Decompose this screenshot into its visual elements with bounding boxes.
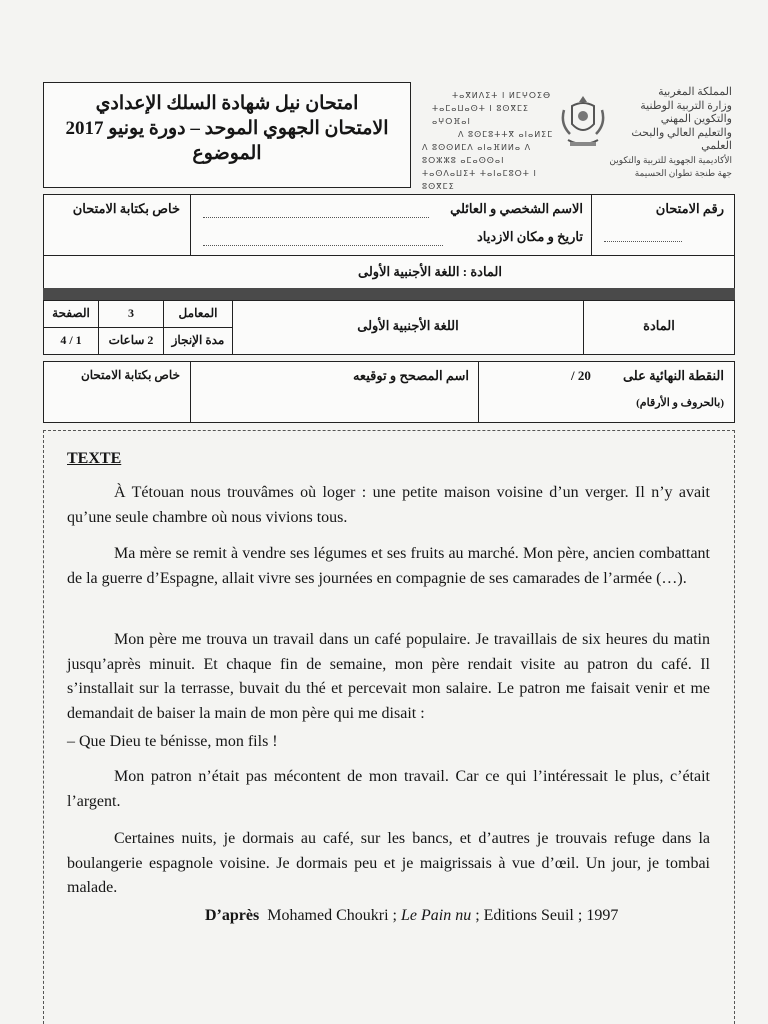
birth-field[interactable] xyxy=(203,245,443,246)
paragraph-text: Ma mère se remit à vendre ses légumes et ses fruits au marché. Mon père, ancien combattant de la guerre d’Espagne, allait vivre ses journées en compagnie de ses camarades de l’armée (…). xyxy=(67,545,710,587)
subject-line: المادة : اللغة الأجنبية الأولى xyxy=(358,264,502,279)
exam-office-box-top xyxy=(43,194,191,256)
birth-label: تاريخ و مكان الازدياد xyxy=(476,229,583,244)
duration-label-cell xyxy=(163,327,233,355)
page-label: الصفحة xyxy=(52,306,90,320)
exam-title-line-2: الامتحان الجهوي الموحد – دورة يونيو 2017 xyxy=(65,118,389,139)
paragraph-3 xyxy=(67,628,710,726)
source-prefix: D’après xyxy=(205,907,260,924)
subject-label-cell xyxy=(583,300,735,355)
duration-value: 2 ساعات xyxy=(108,333,154,347)
exam-number-box xyxy=(591,194,735,256)
corrector-label: اسم المصحح و توقيعه xyxy=(352,368,469,383)
paragraph-text: À Tétouan nous trouvâmes où loger : une petite maison voisine d’un verger. Il n’y avait qu’une seule chambre où nous vivions tous. xyxy=(67,484,710,526)
in-letters-label: (بالحروف و الأرقام) xyxy=(636,397,724,409)
paragraph-text: Mon père me trouva un travail dans un café populaire. Je travaillais de six heures du matin jusqu’après minuit. Et chaque fin de semaine, mon père rendait visite au patron du café. Il s’installait sur la terrasse, buvait du thé et percevait mon salaire. Le patron me faisait venir et me demandait de baiser la main de mon père qui me disait : xyxy=(67,631,710,722)
paragraph-4 xyxy=(67,765,710,814)
subject-row xyxy=(43,255,735,289)
paragraph-text: Mon patron n’était pas mécontent de mon travail. Car ce qui l’intéressait le plus, c’était l’argent. xyxy=(67,768,710,810)
paragraph-1 xyxy=(67,481,710,530)
amazigh-line: ⵜⴰⵙⴷⴰⵡⵉⵜ ⵜⴰⵏⴰⵎⵓⵔⵜ ⵏ ⵓⵙⴳⵎⵉ xyxy=(422,169,537,191)
amazigh-line: ⴷ ⵓⵙⵙⵍⵎⴷ ⴰⵏⴰⴼⵍⵍⴰ ⴷ ⵓⵔⵣⵣⵓ ⴰⵎⴰⵙⵙⴰⵏ xyxy=(422,143,532,165)
amazigh-line: ⵜⴰⴳⵍⴷⵉⵜ ⵏ ⵍⵎⵖⵔⵉⴱ xyxy=(452,91,552,100)
exam-office-box-bottom xyxy=(43,361,191,423)
exam-title-line-1: امتحان نيل شهادة السلك الإعدادي xyxy=(95,93,359,114)
duration-label: مدة الإنجاز xyxy=(171,333,225,347)
name-label: الاسم الشخصي و العائلي xyxy=(450,201,583,216)
candidate-info-box xyxy=(190,194,592,256)
source-rest: ; Editions Seuil ; 1997 xyxy=(475,907,619,924)
subject-value: اللغة الأجنبية الأولى xyxy=(357,318,459,333)
ministry-line: والتكوين المهني xyxy=(660,113,732,125)
dialogue-line xyxy=(67,730,710,755)
coef-label-cell xyxy=(163,300,233,328)
ministry-line: جهة طنجة تطوان الحسيمة xyxy=(634,168,732,178)
ministry-line: وزارة التربية الوطنية xyxy=(640,99,732,112)
final-grade-value: / 20 xyxy=(571,368,591,383)
text-source xyxy=(205,907,618,925)
ministry-line: الأكاديمية الجهوية للتربية والتكوين xyxy=(609,154,732,165)
amazigh-line: ⴷ ⵓⵙⵎⵓⵜⵜⴳ ⴰⵏⴰⵍⵉⵎ xyxy=(458,130,554,139)
ministry-arabic-text xyxy=(600,86,732,181)
subject-label: المادة xyxy=(643,318,675,333)
ministry-line: المملكة المغربية xyxy=(658,86,732,98)
ministry-line: والتعليم العالي والبحث العلمي xyxy=(631,126,732,152)
exam-title-box xyxy=(43,82,411,188)
coef-value-cell xyxy=(98,300,164,328)
final-grade-label: النقطة النهائية على xyxy=(622,368,724,383)
exam-title-line-3: الموضوع xyxy=(192,143,262,164)
page-value: 4 / 1 xyxy=(60,333,82,347)
name-field[interactable] xyxy=(203,217,429,218)
amazigh-ministry-text xyxy=(422,89,562,193)
source-title: Le Pain nu xyxy=(400,907,472,924)
exam-number-field[interactable] xyxy=(604,241,682,242)
paragraph-5 xyxy=(67,827,710,901)
exam-office-label-2: خاص بكتابة الامتحان xyxy=(80,368,180,382)
source-author: Mohamed Choukri ; xyxy=(267,907,397,924)
subject-value-cell xyxy=(232,300,584,355)
amazigh-line: ⵜⴰⵎⴰⵡⴰⵙⵜ ⵏ ⵓⵙⴳⵎⵉ ⴰⵖⵔⴼⴰⵏ xyxy=(432,104,529,126)
page-value-cell xyxy=(43,327,99,355)
page-label-cell xyxy=(43,300,99,328)
duration-value-cell xyxy=(98,327,164,355)
paragraph-text: – Que Dieu te bénisse, mon fils ! xyxy=(67,733,278,750)
final-grade-box xyxy=(478,361,735,423)
paragraph-text: Certaines nuits, je dormais au café, sur les bancs, et d’autres je trouvais refuge dans la boulangerie espagnole voisine. Je dormais peu et je maigrissais à vue d’œil. Un jour, je tombai malade. xyxy=(67,830,710,896)
coef-label: المعامل xyxy=(178,306,218,320)
coef-value: 3 xyxy=(128,306,134,320)
paragraph-2 xyxy=(67,542,710,591)
exam-office-label: خاص بكتابة الامتحان xyxy=(72,201,180,216)
exam-number-label: رقم الامتحان xyxy=(655,201,724,216)
text-heading: TEXTE xyxy=(67,450,122,467)
corrector-box[interactable] xyxy=(190,361,479,423)
